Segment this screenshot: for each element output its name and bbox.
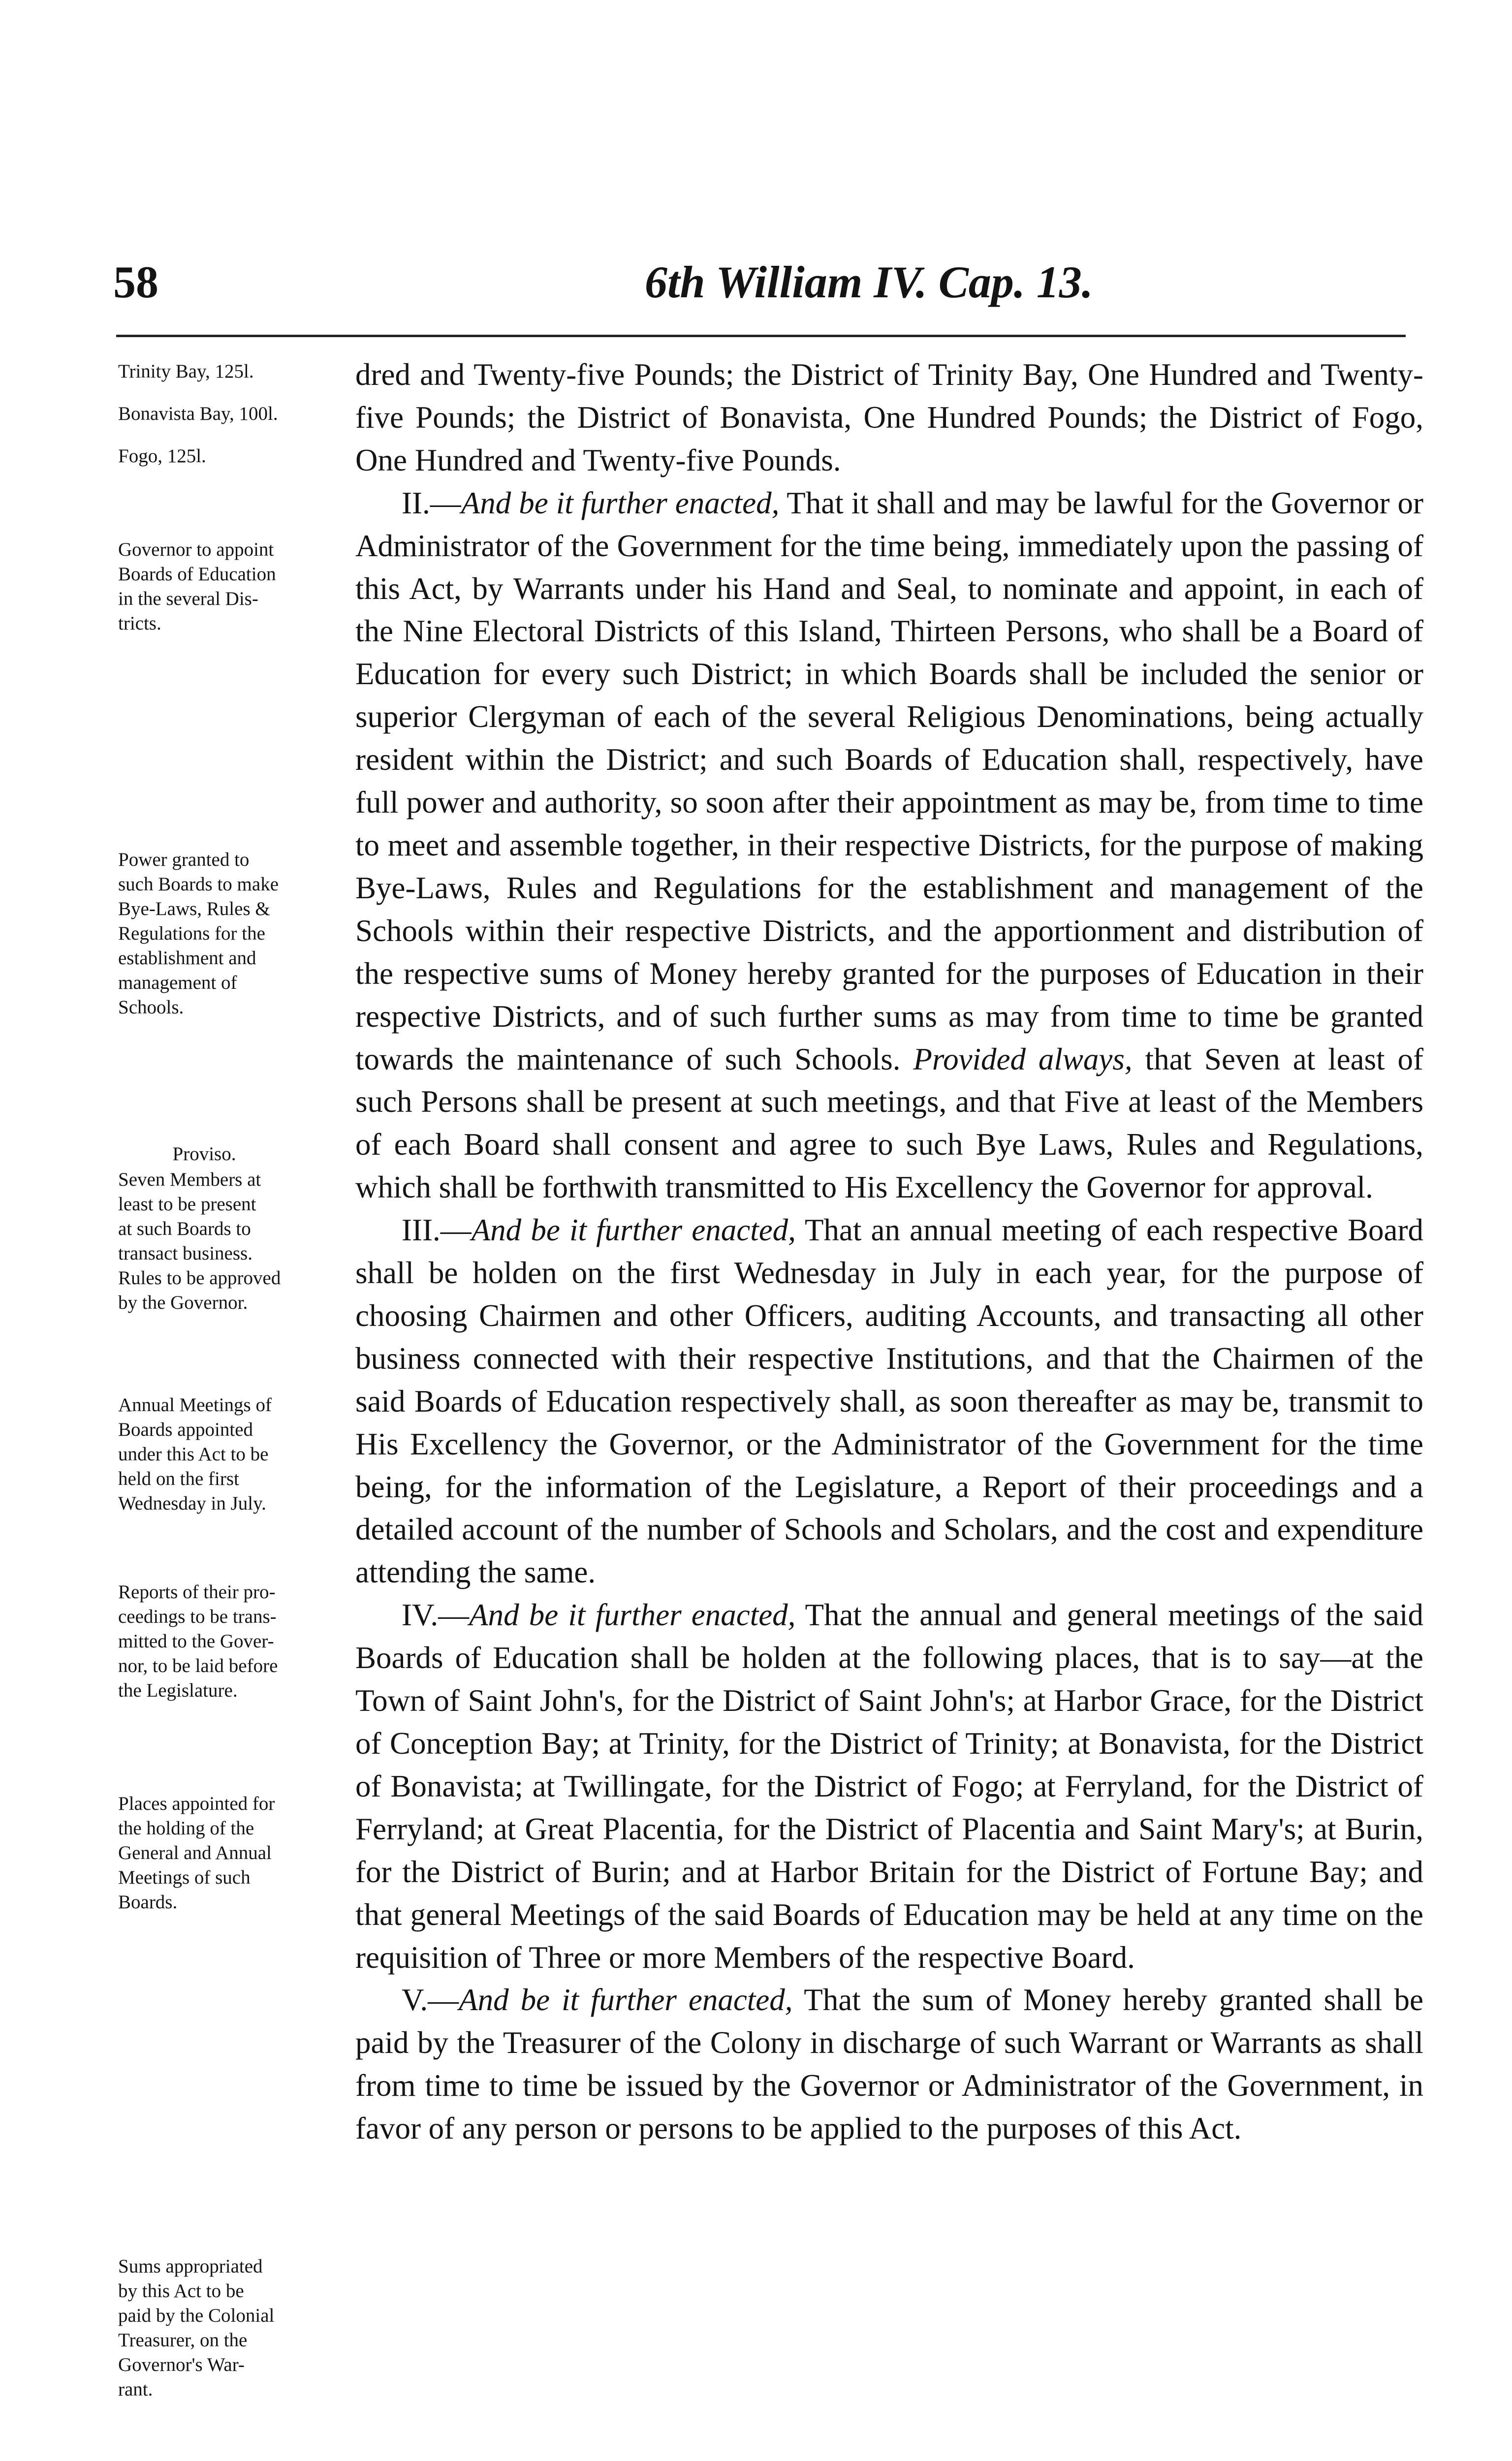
margin-note-seven-members: Seven Members at least to be present at such Boards to transact business. Rules to be approved by the Governor. [118,1169,281,1313]
proviso-phrase: Provided always, [913,1041,1133,1076]
page-header [113,256,1373,320]
body-text [355,353,1423,2430]
page-number: 58 [113,257,158,307]
running-title: 6th William IV. Cap. 13. [645,257,1093,307]
margin-note-annual-meetings: Annual Meetings of Boards appointed under this Act to be held on the first Wednesday in July. [118,1394,272,1514]
margin-note-bonavista: Bonavista Bay, 100l. [118,403,278,424]
margin-notes [118,354,349,2461]
margin-note-governor-appoint: Governor to appoint Boards of Education in the several Dis- tricts. [118,539,276,634]
section-2: II.—And be it further enacted, That it shall and may be lawful for the Governor or Administrator of the Government for the time being, immediately upon the passing of this Act, by Warrants under his Hand and Seal, to nominate and appoint, in each of the Nine Electoral Districts of this Island, Thirteen Persons, who shall be a Board of Education for every such District; in which Boards shall be included the senior or superior Clergyman of each of the several Religious Denominations, being actually resident within the District; and such Boards of Education shall, respectively, have full power and authority, so soon after their appointment as may be, from time to time to meet and assemble together, in their respective Districts, for the purpose of making Bye-Laws, Rules and Regulations for the establishment and management of the Schools within their respective Districts, and the apportionment and distribution of the respective sums of Money hereby granted for the purposes of Education in their respective Districts, and of such further sums as may from time to time be granted towards the maintenance of such Schools. Provided always, that Seven at least of such Persons shall be present at such meetings, and that Five at least of the Members of each Board shall consent and agree to such Bye Laws, Rules and Regulations, which shall be forthwith transmitted to His Excellency the Governor for approval. [355,485,1424,1205]
enacting-phrase: And be it further enacted, [461,485,780,520]
margin-note-proviso: Proviso. [172,1143,236,1165]
margin-note-fogo: Fogo, 125l. [118,445,206,467]
margin-note-trinity: Trinity Bay, 125l. [118,361,254,382]
header-rule [116,335,1406,337]
section-number: V.— [402,1983,459,2018]
enacting-phrase: And be it further enacted, [459,1983,793,2018]
section-5: V.—And be it further enacted, That the sum of Money hereby granted shall be paid by the Treasurer of the Colony in discharge of such Warrant or Warrants as shall from time to time be issued by the Governor or Administrator of the Government, in favor of any person or persons to be applied to the purposes of this Act. [355,1983,1423,2146]
margin-note-power-granted: Power granted to such Boards to make Bye-Laws, Rules & Regulations for the establishment and management of Schools. [118,849,279,1018]
paragraph-continuation: dred and Twenty-five Pounds; the District of Trinity Bay, One Hundred and Twenty-five Pounds; the District of Bonavista, One Hundred Pounds; the District of Fogo, One Hundred and Twenty-five Pounds. [355,357,1423,477]
section-number: II.— [402,485,461,520]
margin-note-sums-appropriated: Sums appropriated by this Act to be paid by the Colonial Treasurer, on the Governor's War- rant. [118,2256,275,2400]
section-4: IV.—And be it further enacted, That the annual and general meetings of the said Boards of Education shall be holden at the following places, that is to say—at the Town of Saint John's, for the District of Saint John's; at Harbor Grace, for the District of Conception Bay; at Trinity, for the District of Trinity; at Bonavista, for the District of Bonavista; at Twillingate, for the District of Fogo; at Ferryland, for the District of Ferryland; at Great Placentia, for the District of Placentia and Saint Mary's; at Burin, for the District of Burin; and at Harbor Britain for the District of Fortune Bay; and that general Meetings of the said Boards of Education may be held at any time on the requisition of Three or more Members of the respective Board. [355,1598,1423,1975]
enacting-phrase: And be it further enacted, [471,1213,796,1248]
section-3: III.—And be it further enacted, That an annual meeting of each respective Board shall be holden on the first Wednesday in July in each year, for the purpose of choosing Chairmen and other Officers, auditing Accounts, and transacting all other business connected with their respective Institutions, and that the Chairmen of the said Boards of Education respectively shall, as soon thereafter as may be, transmit to His Excellency the Governor, or the Administrator of the Government for the time being, for the information of the Legislature, a Report of their proceedings and a detailed account of the number of Schools and Scholars, and the cost and expenditure attending the same. [355,1213,1423,1590]
section-number: III.— [402,1213,472,1248]
margin-note-places-appointed: Places appointed for the holding of the General and Annual Meetings of such Boards. [118,1793,275,1913]
margin-note-reports: Reports of their pro- ceedings to be trans- mitted to the Gover- nor, to be laid before the Legislature. [118,1581,278,1701]
enacting-phrase: And be it further enacted, [469,1598,796,1633]
section-number: IV.— [402,1598,470,1633]
